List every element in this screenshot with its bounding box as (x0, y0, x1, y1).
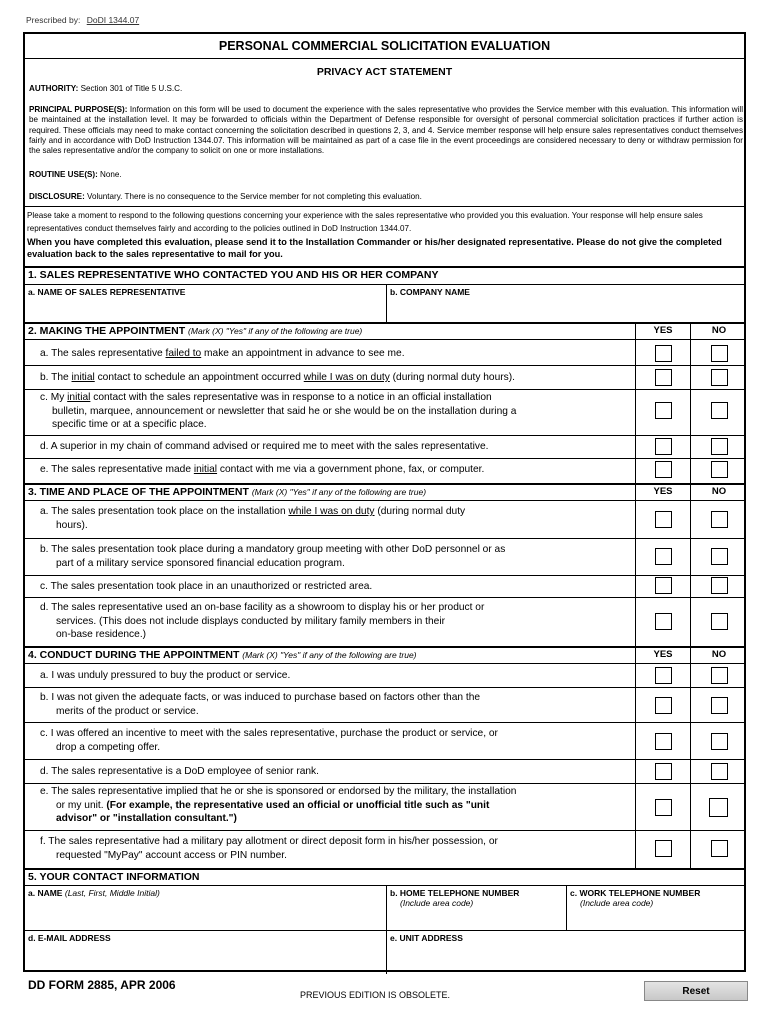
section5-title: 5. YOUR CONTACT INFORMATION (28, 871, 200, 883)
q2e-yes-checkbox[interactable] (655, 461, 672, 478)
divider (25, 322, 744, 324)
divider (25, 58, 744, 59)
divider (690, 646, 691, 869)
home-phone-label: b. HOME TELEPHONE NUMBER (Include area code) (390, 888, 520, 908)
q2b-text: b. The initial contact to schedule an appointment occurred while I was on duty (during normal duty hours). (40, 372, 515, 383)
q4e-yes-checkbox[interactable] (655, 799, 672, 816)
divider (25, 885, 744, 886)
q2c-yes-checkbox[interactable] (655, 402, 672, 419)
divider (25, 663, 744, 664)
q3b-no-checkbox[interactable] (711, 548, 728, 565)
q4f-no-checkbox[interactable] (711, 840, 728, 857)
divider (25, 206, 744, 207)
q2d-no-checkbox[interactable] (711, 438, 728, 455)
authority: AUTHORITY: Section 301 of Title 5 U.S.C. (29, 84, 183, 93)
q4f-yes-checkbox[interactable] (655, 840, 672, 857)
q4a-text: a. I was unduly pressured to buy the product or service. (40, 670, 291, 681)
obsolete-notice: PREVIOUS EDITION IS OBSOLETE. (300, 990, 451, 1000)
q3a-no-checkbox[interactable] (711, 511, 728, 528)
principal-purpose: PRINCIPAL PURPOSE(S): Information on this form will be used to document the experience with the sales representative who provides the Service member with this evaluation. This information will be maintained at the installation level. It may be forwarded to officials within the Department of Defense responsible for oversight of personal commercial solicitation practices if further action is required. These officials may need to make contact concerning the solicitation described in questions 2, 3, and 4. Service member response will help ensure sales representatives conduct themselves fairly and in accordance with DoD Instruction 1344.07. This information will be maintained as part of a case file in the event proceedings are considered necessary to deny or withdraw permission for the sales representative and/or the company to solicit on one or more installations. (29, 105, 744, 156)
divider (386, 284, 387, 322)
q4b-no-checkbox[interactable] (711, 697, 728, 714)
home-phone-field[interactable] (389, 914, 564, 928)
q2d-yes-checkbox[interactable] (655, 438, 672, 455)
q2a-text: a. The sales representative failed to make an appointment in advance to see me. (40, 348, 405, 359)
q4c-no-checkbox[interactable] (711, 733, 728, 750)
instructions: Please take a moment to respond to the following questions concerning your experience with the sales representative who provided you this evaluation. Your response will help ensure sales representatives conduct themselves fairly and according to the policies outlined in DoD Instruction 1344.07. (27, 211, 703, 233)
q4a-no-checkbox[interactable] (711, 667, 728, 684)
form-title: PERSONAL COMMERCIAL SOLICITATION EVALUATION (218, 39, 551, 53)
prescribed-by (26, 15, 139, 25)
q2a-yes-checkbox[interactable] (655, 345, 672, 362)
q4d-yes-checkbox[interactable] (655, 763, 672, 780)
divider (25, 830, 744, 831)
q4d-text: d. The sales representative is a DoD employee of senior rank. (40, 766, 319, 777)
q4b-text: b. I was not given the adequate facts, or was induced to purchase based on factors other than the merits of the product or service. (40, 692, 481, 717)
prescribed-label: Prescribed by: (26, 15, 81, 25)
q2b-no-checkbox[interactable] (711, 369, 728, 386)
divider (635, 483, 636, 650)
divider (25, 722, 744, 723)
divider (25, 687, 744, 688)
divider (25, 339, 744, 340)
dodi-link[interactable]: DoDI 1344.07 (86, 15, 140, 25)
section3-title: 3. TIME AND PLACE OF THE APPOINTMENT (Mark (X) "Yes" if any of the following are true) (28, 486, 427, 498)
q3c-yes-checkbox[interactable] (655, 577, 672, 594)
divider (25, 435, 744, 436)
no-header: NO (711, 325, 727, 336)
contact-name-field[interactable] (27, 914, 385, 928)
q4b-yes-checkbox[interactable] (655, 697, 672, 714)
q4d-no-checkbox[interactable] (711, 763, 728, 780)
section4-title: 4. CONDUCT DURING THE APPOINTMENT (Mark (X) "Yes" if any of the following are true) (28, 649, 417, 661)
divider (25, 389, 744, 390)
reset-button[interactable]: Reset (644, 981, 748, 1001)
instructions-bold: When you have completed this evaluation, please send it to the Installation Commander or his/her designated representative. Please do not give the completed evaluation back to the sales representative to mail for you. (27, 237, 722, 259)
q2e-no-checkbox[interactable] (711, 461, 728, 478)
section1-title: 1. SALES REPRESENTATIVE WHO CONTACTED YOU AND HIS OR HER COMPANY (28, 269, 439, 281)
q2c-no-checkbox[interactable] (711, 402, 728, 419)
divider (25, 930, 744, 931)
q2d-text: d. A superior in my chain of command advised or required me to meet with the sales representative. (40, 441, 489, 452)
divider (25, 575, 744, 576)
divider (25, 284, 744, 285)
no-header: NO (711, 486, 727, 497)
divider (25, 365, 744, 366)
q3d-no-checkbox[interactable] (711, 613, 728, 630)
contact-name-label: a. NAME (Last, First, Middle Initial) (28, 888, 160, 898)
q2a-no-checkbox[interactable] (711, 345, 728, 362)
disclosure: DISCLOSURE: Voluntary. There is no consequence to the Service member for not completing this evaluation. (29, 192, 422, 201)
q3a-text: a. The sales presentation took place on the installation while I was on duty (during normal duty hours). (40, 506, 466, 531)
privacy-heading: PRIVACY ACT STATEMENT (316, 66, 453, 78)
q2e-text: e. The sales representative made initial contact with me via a government phone, fax, or computer. (40, 464, 485, 475)
divider (690, 483, 691, 650)
q3d-yes-checkbox[interactable] (655, 613, 672, 630)
divider (635, 646, 636, 869)
routine-use: ROUTINE USE(S): None. (29, 170, 122, 179)
divider (25, 538, 744, 539)
divider (25, 458, 744, 459)
unit-address-label: e. UNIT ADDRESS (390, 933, 463, 943)
divider (690, 322, 691, 484)
q3c-text: c. The sales presentation took place in an unauthorized or restricted area. (40, 581, 373, 592)
yes-header: YES (653, 486, 673, 497)
company-name-label: b. COMPANY NAME (390, 287, 470, 297)
yes-header: YES (653, 325, 673, 336)
q3c-no-checkbox[interactable] (711, 577, 728, 594)
q2c-text: c. My initial contact with the sales representative was in response to a notice in an official installation bulletin, marquee, announcement or newsletter that said he or she would be on the installation during a specific time or at a specific place. (40, 392, 517, 430)
divider (566, 885, 567, 930)
divider (25, 646, 744, 648)
sales-rep-name-field[interactable] (27, 298, 385, 319)
no-header: NO (711, 649, 727, 660)
q4c-text: c. I was offered an incentive to meet with the sales representative, purchase the product or service, or drop a competing offer. (40, 728, 498, 753)
email-label: d. E-MAIL ADDRESS (28, 933, 111, 943)
q3b-text: b. The sales presentation took place during a mandatory group meeting with other DoD personnel or as part of a military service sponsored financial education program. (40, 544, 506, 569)
section2-title: 2. MAKING THE APPOINTMENT (Mark (X) "Yes" if any of the following are true) (28, 325, 363, 337)
divider (25, 266, 744, 268)
yes-header: YES (653, 649, 673, 660)
company-name-field[interactable] (389, 298, 743, 319)
divider (25, 783, 744, 784)
q4e-no-checkbox[interactable] (709, 798, 728, 817)
q4f-text: f. The sales representative had a military pay allotment or direct deposit form in his/her possession, or requested "MyPay" account access or PIN number. (40, 836, 498, 861)
q3b-yes-checkbox[interactable] (655, 548, 672, 565)
work-phone-field[interactable] (569, 914, 743, 928)
q4a-yes-checkbox[interactable] (655, 667, 672, 684)
form-frame (23, 32, 746, 972)
divider (25, 597, 744, 598)
q3a-yes-checkbox[interactable] (655, 511, 672, 528)
divider (635, 322, 636, 484)
q4c-yes-checkbox[interactable] (655, 733, 672, 750)
q2b-yes-checkbox[interactable] (655, 369, 672, 386)
form-id: DD FORM 2885, APR 2006 (28, 978, 176, 992)
q4e-text: e. The sales representative implied that he or she is sponsored or endorsed by the military, the installation or my unit. (For example, the representative used an official or unofficial title such as "unit advisor" or "installation consultant.") (40, 786, 517, 824)
q3d-text: d. The sales representative used an on-base facility as a showroom to display his or her product or services. (This does not include displays conducted by military family members in their on-base residence.) (40, 602, 485, 640)
divider (25, 500, 744, 501)
unit-address-field[interactable] (389, 946, 743, 970)
sales-rep-name-label: a. NAME OF SALES REPRESENTATIVE (28, 287, 186, 297)
work-phone-label: c. WORK TELEPHONE NUMBER (Include area code) (570, 888, 701, 908)
divider (25, 868, 744, 870)
email-field[interactable] (27, 946, 385, 970)
divider (25, 759, 744, 760)
divider (25, 483, 744, 485)
